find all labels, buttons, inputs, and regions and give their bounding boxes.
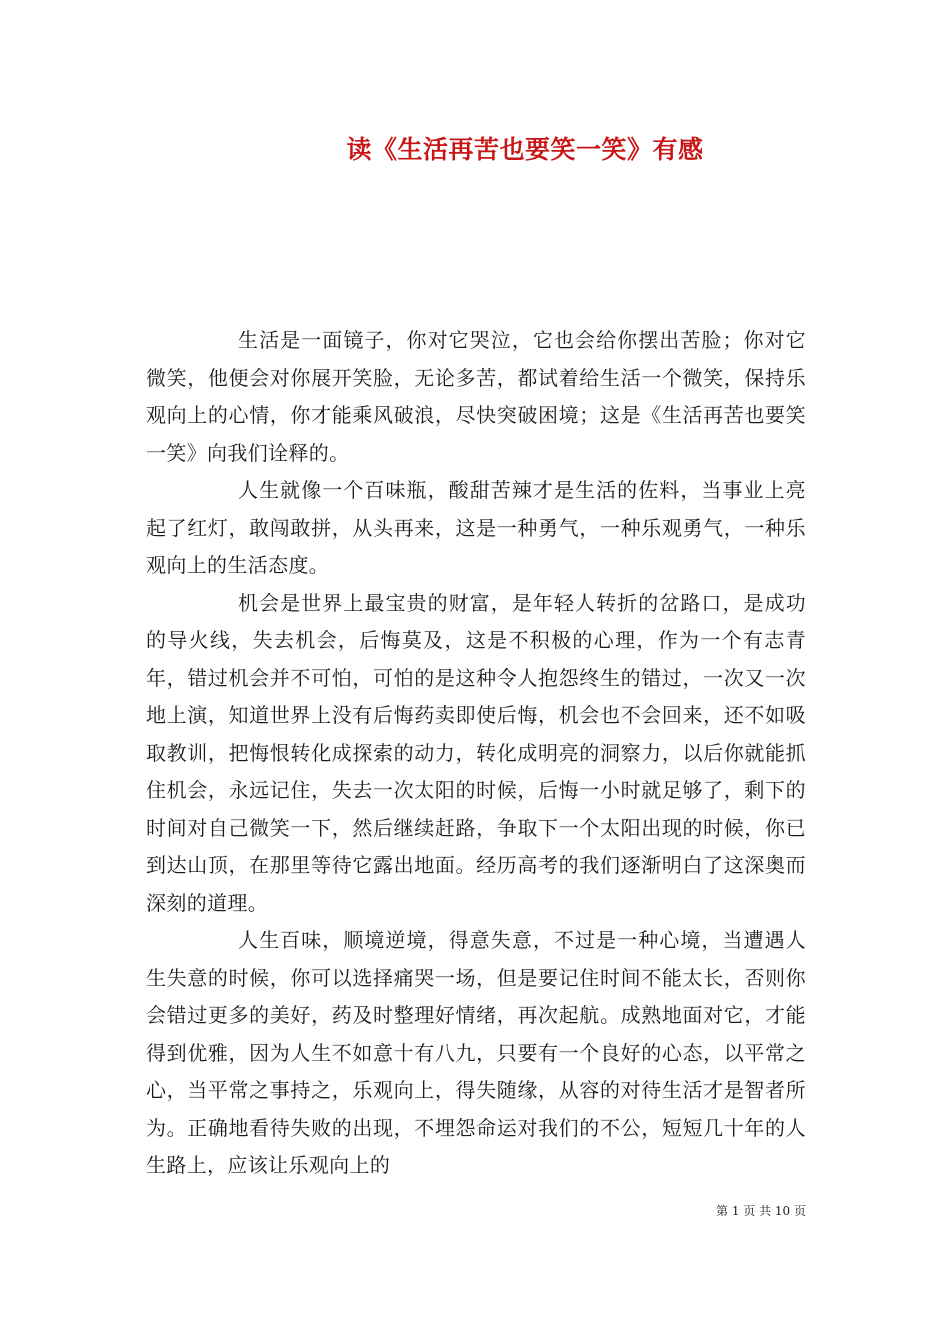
document-title: 读《生活再苦也要笑一笑》有感 <box>346 135 704 164</box>
paragraph: 人生就像一个百味瓶，酸甜苦辣才是生活的佐料，当事业上亮起了红灯，敢闯敢拼，从头再来，这是一种勇气，一种乐观勇气，一种乐观向上的生活态度。 <box>146 478 806 577</box>
page-number-footer: 第 1 页 共 10 页 <box>716 1204 806 1218</box>
paragraph: 机会是世界上最宝贵的财富，是年轻人转折的岔路口，是成功的导火线，失去机会，后悔莫及，这是不积极的心理，作为一个有志青年，错过机会并不可怕，可怕的是这种令人抱怨终生的错过，一次又一次地上演，知道世界上没有后悔药卖即使后悔，机会也不会回来，还不如吸取教训，把悔恨转化成探索的动力，转化成明亮的洞察力，以后你就能抓住机会，永远记住，失去一次太阳的时候，后悔一小时就足够了，剩下的时间对自己微笑一下，然后继续赶路，争取下一个太阳出现的时候，你已到达山顶，在那里等待它露出地面。经历高考的我们逐渐明白了这深奥而深刻的道理。 <box>146 590 806 915</box>
document-body <box>146 322 806 1185</box>
paragraph: 人生百味，顺境逆境，得意失意，不过是一种心境，当遭遇人生失意的时候，你可以选择痛哭一场，但是要记住时间不能太长，否则你会错过更多的美好，药及时整理好情绪，再次起航。成熟地面对它，才能得到优雅，因为人生不如意十有八九，只要有一个良好的心态，以平常之心，当平常之事持之，乐观向上，得失随缘，从容的对待生活才是智者所为。正确地看待失败的出现，不埋怨命运对我们的不公，短短几十年的人生路上，应该让乐观向上的 <box>146 928 806 1177</box>
paragraph: 生活是一面镜子，你对它哭泣，它也会给你摆出苦脸；你对它微笑，他便会对你展开笑脸，无论多苦，都试着给生活一个微笑，保持乐观向上的心情，你才能乘风破浪，尽快突破困境；这是《生活再苦也要笑一笑》向我们诠释的。 <box>146 328 806 465</box>
